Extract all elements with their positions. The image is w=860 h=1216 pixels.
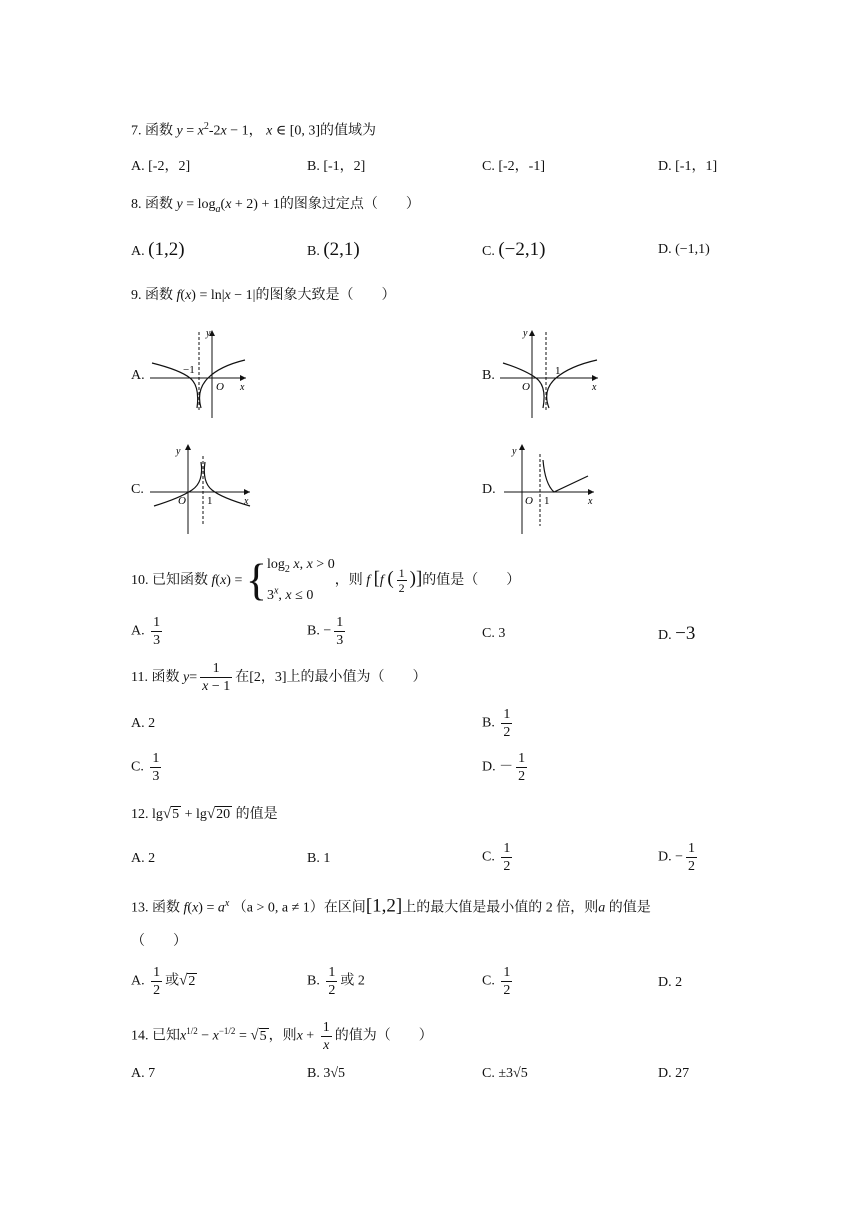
q9-c-x: x [244, 496, 249, 507]
q12-option-b[interactable]: B. 1 [307, 851, 331, 866]
q11-option-b[interactable]: B. $\frac{1}{2}$ [482, 707, 511, 740]
q14-option-c[interactable]: C. ±3√5 [482, 1066, 528, 1081]
q9-graph-c[interactable] [150, 440, 254, 536]
q13-option-b[interactable]: B. $\frac{1}{2}$ 或 2 [307, 965, 365, 998]
q13-option-c[interactable]: C. $\frac{1}{2}$ [482, 965, 511, 998]
q7-option-d[interactable]: D. [-1，1] [658, 159, 718, 174]
q7-option-c[interactable]: C. [-2，-1] [482, 159, 545, 174]
q12-option-d[interactable]: D. − $\frac{1}{2}$ [658, 841, 696, 874]
question-12-stem: 12. lg√5 + lg√20 的值是 [131, 806, 278, 822]
q12-option-a[interactable]: A. 2 [131, 851, 156, 866]
q9-graph-a[interactable] [150, 326, 250, 420]
q11-option-c[interactable]: C. $\frac{1}{3}$ [131, 751, 160, 784]
q12-option-c[interactable]: C. $\frac{1}{2}$ [482, 841, 511, 874]
q8-option-d[interactable]: D. (−1,1) [658, 242, 710, 257]
q13-option-d[interactable]: D. 2 [658, 975, 683, 990]
q11-option-a[interactable]: A. 2 [131, 716, 156, 731]
q11-option-d[interactable]: D. － $\frac{1}{2}$ [482, 751, 526, 784]
q9-b-y: y [523, 328, 528, 339]
q9-d-x: x [588, 496, 593, 507]
q9-option-c-label[interactable]: C. [131, 482, 144, 497]
q9-c-y: y [176, 446, 181, 457]
q10-option-c[interactable]: C. 3 [482, 626, 506, 641]
q14-option-a[interactable]: A. 7 [131, 1066, 156, 1081]
q10-option-b[interactable]: B. − $\frac{1}{3}$ [307, 615, 344, 648]
q7-option-a[interactable]: A. [-2，2] [131, 159, 191, 174]
q9-d-tick: 1 [544, 495, 550, 507]
question-14-stem: 14. 已知$x^{1/2} - x^{-1/2} = √5$ ，则x + $\frac{1}{x}$ 的值为（ ） [131, 1019, 433, 1053]
q14-option-d[interactable]: D. 27 [658, 1066, 690, 1081]
q8-option-a[interactable]: A. (1,2) [131, 239, 185, 260]
question-10-stem: 10. 已知函数 $f(x) = \{\log_2$ x, x > 0 3$^x$, x ≤ 0，则 f [f ( $\frac{1}{2}$ )]的值是（ ） [131, 555, 521, 605]
q9-graph-b[interactable] [500, 326, 602, 420]
q9-d-y: y [512, 446, 517, 457]
q9-b-x: x [592, 382, 597, 393]
q8-option-b[interactable]: B. (2,1) [307, 239, 360, 260]
q13-option-a[interactable]: A. $\frac{1}{2}$ 或√2 [131, 965, 196, 998]
q8-option-c[interactable]: C. (−2,1) [482, 239, 546, 260]
q9-option-b-label[interactable]: B. [482, 368, 495, 383]
q9-c-origin: O [178, 495, 186, 507]
q9-b-tick: 1 [555, 365, 561, 377]
question-7-stem: 7. 函数 $y = x^2-2x - 1$， x ∈ [0, 3]的值域为 [131, 121, 377, 139]
question-11-stem: 11. 函数 y= $\frac{1}{x - 1}$ 在[2，3]上的最小值为（ ） [131, 661, 427, 695]
q9-b-origin: O [522, 381, 530, 393]
q10-option-d[interactable]: D. −3 [658, 623, 696, 644]
question-8-stem: 8. 函数 $y = \log_a(x + 2) + 1$的图象过定点（ ） [131, 197, 420, 215]
q9-graph-d[interactable] [502, 440, 598, 536]
question-13-paren: （ ） [131, 934, 187, 949]
q9-a-y: y [206, 328, 211, 339]
q9-a-x: x [240, 382, 245, 393]
q10-option-a[interactable]: A. $\frac{1}{3}$ [131, 615, 161, 648]
q9-option-d-label[interactable]: D. [482, 482, 496, 497]
question-9-stem: 9. 函数 f(x) = ln|x − 1|的图象大致是（ ） [131, 288, 396, 303]
q9-a-tick: −1 [183, 364, 195, 376]
q9-option-a-label[interactable]: A. [131, 368, 145, 383]
q9-a-origin: O [216, 381, 224, 393]
q14-option-b[interactable]: B. 3√5 [307, 1066, 346, 1081]
question-13-stem: 13. 函数 $f(x) = a^x$ （a > 0, a ≠ 1）在区间[1,2]上的最大值是最小值的 2 倍，则a 的值是 [131, 895, 651, 917]
q9-d-origin: O [525, 495, 533, 507]
q9-c-tick: 1 [207, 495, 213, 507]
q7-option-b[interactable]: B. [-1，2] [307, 159, 366, 174]
